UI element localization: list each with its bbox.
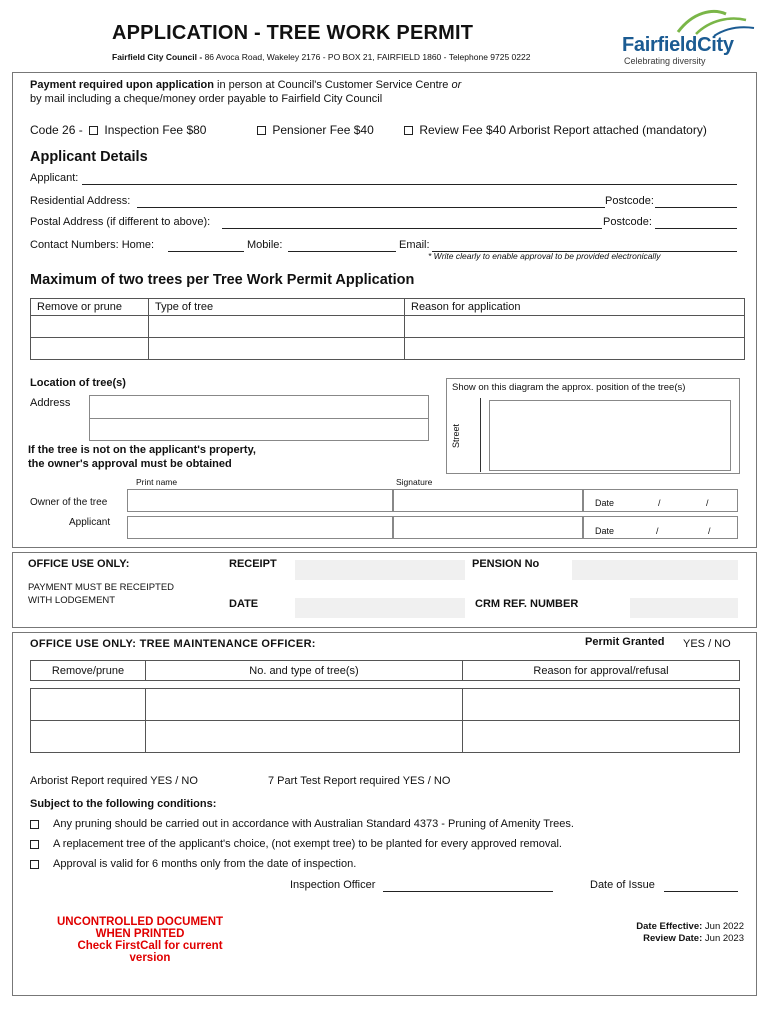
condition-text: Approval is valid for 6 months only from the date of inspection. [53, 858, 357, 870]
pensioner-fee-label: Pensioner Fee $40 [272, 123, 374, 137]
fee-row [30, 123, 206, 137]
payment-required: Payment required upon application [30, 79, 214, 91]
contact-home-label: Contact Numbers: Home: [30, 239, 155, 251]
logo-name: FairfieldCity [622, 34, 734, 56]
mobile-field[interactable] [288, 251, 396, 252]
payment-note-1: PAYMENT MUST BE RECEIPTED [28, 582, 175, 593]
date-effective [636, 921, 744, 932]
date-of-issue-label: Date of Issue [590, 879, 655, 891]
receipt-label: RECEIPT [229, 558, 277, 570]
office-use-heading: OFFICE USE ONLY: [28, 558, 130, 570]
table-cell[interactable] [31, 338, 149, 360]
review-fee-label: Review Fee $40 Arborist Report attached (mandatory) [419, 123, 707, 137]
table-cell[interactable] [31, 721, 146, 753]
part-test-label[interactable]: 7 Part Test Report required YES / NO [268, 775, 451, 787]
print-name-label: Print name [136, 477, 178, 487]
date-separator: / [706, 498, 709, 508]
conditions-heading: Subject to the following conditions: [30, 798, 217, 810]
condition-item [30, 818, 574, 830]
location-heading: Location of tree(s) [30, 377, 126, 389]
applicant-date-label: Date [595, 526, 615, 536]
code-label: Code 26 - [30, 123, 83, 137]
table-cell[interactable] [405, 338, 745, 360]
uncontrolled-line-1: UNCONTROLLED DOCUMENT [56, 916, 224, 928]
condition-item [30, 838, 562, 850]
table-cell[interactable] [146, 689, 463, 721]
home-phone-field[interactable] [168, 251, 244, 252]
table-cell[interactable] [31, 316, 149, 338]
permit-granted-label: Permit Granted [585, 636, 665, 648]
tree-officer-heading: OFFICE USE ONLY: TREE MAINTENANCE OFFICER: [30, 638, 316, 650]
table-cell[interactable] [405, 316, 745, 338]
tree-position-diagram[interactable] [489, 400, 731, 471]
inspection-officer-label: Inspection Officer [290, 879, 376, 891]
street-line [480, 398, 481, 472]
date-label: DATE [229, 598, 259, 610]
location-address-box[interactable] [89, 395, 429, 441]
pensioner-fee-row [254, 123, 374, 137]
owner-signature-field[interactable] [393, 489, 583, 512]
postcode-field[interactable] [655, 207, 737, 208]
postcode2-label: Postcode: [603, 216, 652, 228]
payment-or: or [451, 79, 462, 91]
email-note: * Write clearly to enable approval to be provided electronically [428, 251, 661, 261]
residential-field[interactable] [137, 207, 605, 208]
date-effective-value: Jun 2022 [704, 921, 744, 932]
crm-label: CRM REF. NUMBER [475, 598, 579, 610]
permit-granted-options[interactable]: YES / NO [683, 638, 731, 650]
table-cell[interactable] [31, 689, 146, 721]
inspection-fee-label: Inspection Fee $80 [104, 123, 207, 137]
table-cell[interactable] [146, 721, 463, 753]
applicant-print-name-field[interactable] [127, 516, 393, 539]
table-cell[interactable] [149, 338, 405, 360]
date-effective-label: Date Effective: [636, 921, 703, 932]
review-date-label: Review Date: [643, 933, 703, 944]
table-cell[interactable] [463, 689, 740, 721]
condition-checkbox[interactable] [30, 820, 39, 829]
owner-print-name-field[interactable] [127, 489, 393, 512]
col-no-type-tree: No. and type of tree(s) [146, 661, 463, 681]
uncontrolled-notice [40, 916, 240, 964]
applicant-signature-field[interactable] [393, 516, 583, 539]
arborist-report-label[interactable]: Arborist Report required YES / NO [30, 775, 198, 787]
diagram-label: Show on this diagram the approx. position of the tree(s) [452, 382, 686, 393]
crm-field[interactable] [630, 598, 738, 618]
postal-field[interactable] [222, 228, 602, 229]
review-date [643, 933, 744, 944]
inspection-fee-checkbox[interactable] [89, 126, 98, 135]
council-contact: 86 Avoca Road, Wakeley 2176 - PO BOX 21, FAIRFIELD 1860 - Telephone 9725 0222 [204, 52, 531, 62]
mobile-label: Mobile: [247, 239, 283, 251]
review-date-value: Jun 2023 [704, 933, 744, 944]
pension-label: PENSION No [472, 558, 540, 570]
office-date-field[interactable] [295, 598, 465, 618]
postal-label: Postal Address (if different to above): [30, 216, 211, 228]
applicant-field[interactable] [82, 184, 737, 185]
table-cell[interactable] [149, 316, 405, 338]
applicant-details-heading: Applicant Details [30, 149, 148, 165]
review-fee-checkbox[interactable] [404, 126, 413, 135]
review-fee-row [401, 123, 707, 137]
condition-item [30, 858, 356, 870]
applicant-label: Applicant: [30, 172, 79, 184]
col-type-of-tree: Type of tree [149, 299, 405, 316]
council-name: Fairfield City Council - [112, 52, 203, 62]
payment-note-2: WITH LODGEMENT [28, 595, 116, 606]
postcode2-field[interactable] [655, 228, 737, 229]
receipt-field[interactable] [295, 560, 465, 580]
date-separator: / [658, 498, 661, 508]
col-remove-prune: Remove/prune [31, 661, 146, 681]
pensioner-fee-checkbox[interactable] [257, 126, 266, 135]
date-separator: / [708, 526, 711, 536]
applicant-sign-label: Applicant [69, 517, 111, 528]
max-trees-heading: Maximum of two trees per Tree Work Permit Application [30, 272, 415, 288]
pension-field[interactable] [572, 560, 738, 580]
col-reason-approval: Reason for approval/refusal [463, 661, 740, 681]
col-remove-prune: Remove or prune [31, 299, 149, 316]
payment-line-2: by mail including a cheque/money order payable to Fairfield City Council [30, 93, 383, 105]
table-cell[interactable] [463, 721, 740, 753]
page-title: APPLICATION - TREE WORK PERMIT [112, 22, 474, 44]
owner-notice-1: If the tree is not on the applicant's property, [28, 444, 256, 456]
fairfield-logo [618, 6, 758, 70]
inspection-officer-field[interactable] [383, 891, 553, 892]
payment-line-1 [30, 79, 461, 91]
council-address [112, 52, 530, 62]
uncontrolled-line-4: version [129, 952, 171, 964]
officer-table [30, 660, 740, 753]
condition-text: A replacement tree of the applicant's choice, (not exempt tree) to be planted for every approved removal. [53, 838, 562, 850]
postcode-label: Postcode: [605, 195, 654, 207]
date-of-issue-field[interactable] [664, 891, 738, 892]
owner-date-label: Date [595, 498, 615, 508]
uncontrolled-line-2: WHEN PRINTED [95, 928, 185, 940]
email-label: Email: [399, 239, 430, 251]
uncontrolled-line-3: Check FirstCall for current [77, 940, 223, 952]
signature-label: Signature [396, 477, 433, 487]
logo-tagline: Celebrating diversity [624, 56, 706, 66]
residential-label: Residential Address: [30, 195, 131, 207]
street-label: Street [451, 423, 461, 448]
date-separator: / [656, 526, 659, 536]
col-reason: Reason for application [405, 299, 745, 316]
address-label: Address [30, 397, 71, 409]
owner-notice-2: the owner's approval must be obtained [28, 458, 232, 470]
trees-table [30, 298, 745, 360]
payment-location: in person at Council's Customer Service Centre [213, 79, 452, 91]
owner-label: Owner of the tree [30, 497, 108, 508]
condition-text: Any pruning should be carried out in accordance with Australian Standard 4373 - Pruning of Amenity Trees. [53, 818, 574, 830]
condition-checkbox[interactable] [30, 840, 39, 849]
condition-checkbox[interactable] [30, 860, 39, 869]
